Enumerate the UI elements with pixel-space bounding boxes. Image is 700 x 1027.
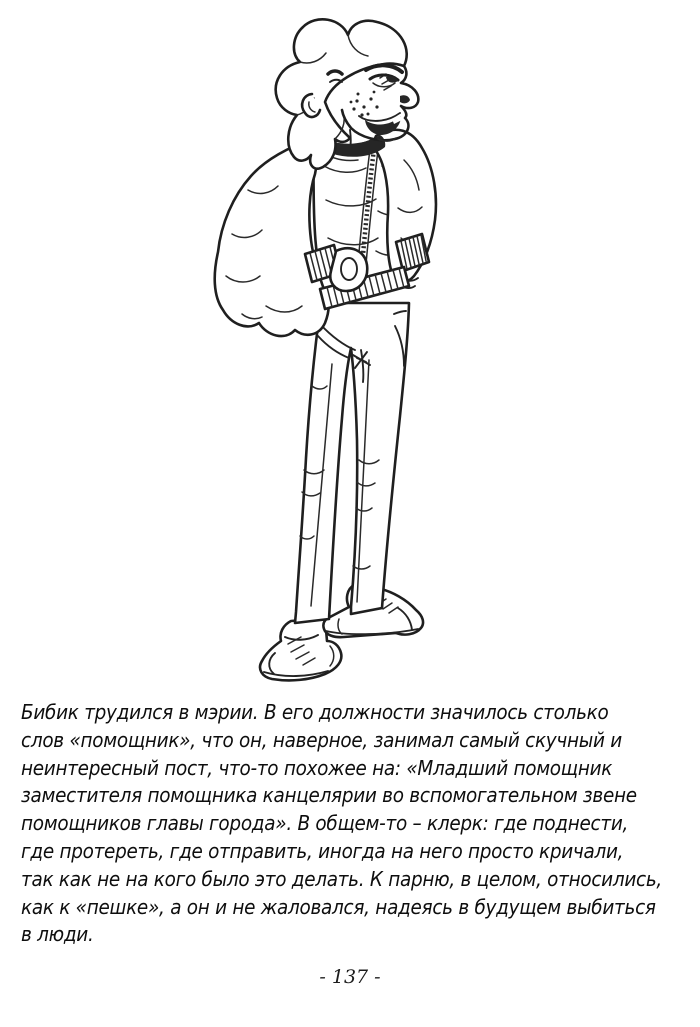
- paragraph-line: в люди.: [21, 922, 94, 947]
- freckles: [350, 91, 379, 117]
- page-number: - 137 -: [319, 966, 381, 988]
- paragraph-line: как к «пешке», а он и не жаловался, надеясь в будущем выбиться: [21, 894, 656, 919]
- story-paragraph: [21, 699, 662, 949]
- nostril: [400, 95, 410, 103]
- paragraph-line: Бибик трудился в мэрии. В его должности значилось столько: [21, 700, 609, 724]
- paragraph-line: неинтересный пост, что-то похожее на: «Младший помощник: [21, 755, 613, 780]
- sneakers: [260, 581, 423, 681]
- paragraph-line: заместителя помощника канцелярии во вспомогательном звене: [21, 783, 637, 808]
- figure: [215, 19, 436, 680]
- right-eyebrow: [366, 65, 402, 72]
- paragraph-line: где протереть, где отправить, иногда на него просто кричали,: [21, 838, 624, 863]
- jeans: [295, 303, 409, 623]
- line-drawing-svg: [208, 8, 500, 693]
- left-fist: [330, 248, 367, 291]
- paragraph-line: слов «помощник», что он, наверное, занимал самый скучный и: [21, 727, 622, 752]
- paragraph-line: так как не на кого было это делать. К парню, в целом, относились,: [21, 866, 662, 891]
- illustration-young-man: [208, 8, 500, 693]
- paragraph-line: помощников главы города». В общем-то – клерк: где поднести,: [21, 811, 629, 836]
